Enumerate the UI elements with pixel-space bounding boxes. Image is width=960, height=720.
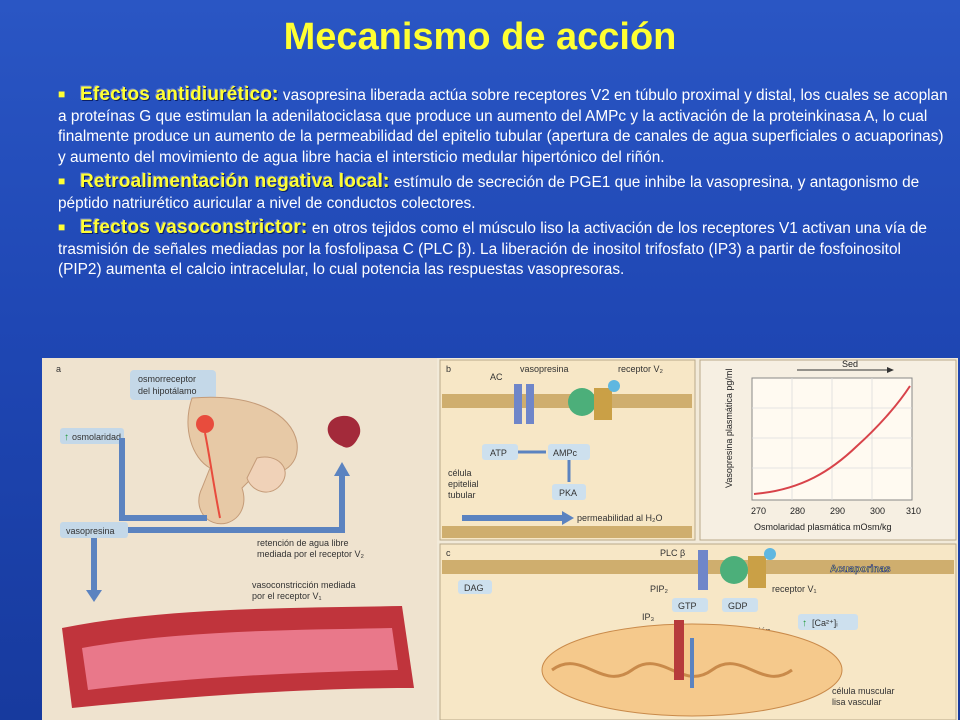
- bullet-marker-icon: ■: [58, 87, 66, 101]
- dag-label: DAG: [464, 583, 484, 593]
- calcium-label: [Ca²⁺]ᵢ: [812, 618, 838, 628]
- bullet-antidiuretic: [58, 84, 948, 168]
- osmoreceptor-label: osmorreceptor: [138, 374, 197, 384]
- chart-x-label: Osmolaridad plasmática mOsm/kg: [754, 522, 892, 532]
- panel-b-letter: b: [446, 364, 452, 374]
- vasopressin-molecule: [764, 548, 776, 560]
- bullet-text: estímulo de secreción de PGE1 que inhibe la vasopresina, y antagonismo de péptido natriurético auricular a nivel de conductos colectores.: [58, 174, 920, 212]
- cell-label: célula: [448, 468, 472, 478]
- vasopressin-label: vasopresina: [520, 364, 569, 374]
- receptor-label: receptor V₁: [772, 584, 817, 594]
- bullet-marker-icon: ■: [58, 220, 66, 234]
- bullet-heading: Efectos antidiurético:: [80, 84, 279, 105]
- membrane: [442, 394, 692, 408]
- vasoconstriction-label: vasoconstricción mediada: [252, 580, 356, 590]
- ac-label: AC: [490, 372, 503, 382]
- bullet-text: vasopresina liberada actúa sobre receptores V2 en túbulo proximal y distal, los cuales se acoplan a proteínas G que estimulan la adenilatociclasa que produce un aumento del AMPc y la activación de la proteinkinasa A, lo cual finalmente produce un aumento de la permeabilidad del epitelio tubular (apertura de canales de agua superficiales o acuaporinas) y aumento del movimiento de agua libre hacia el intersticio medular hipertónico del riñón.: [58, 87, 948, 166]
- permeability-label: permeabilidad al H₂O: [577, 513, 663, 523]
- bullet-text: en otros tejidos como el músculo liso la activación de los receptores V1 activan una vía de trasmisión de señales mediadas por la fosfolipasa C (PLC β). La liberación de inositol trifosfato (IP3) a partir de fosfoinositol (PIP2) aumenta el calcio intracelular, lo cual potencia las respuestas vasopresoras.: [58, 220, 927, 278]
- g-protein: [568, 388, 596, 416]
- pip2-label: PIP₂: [650, 584, 668, 594]
- x-tick-300: 300: [870, 506, 886, 516]
- adenylate-cyclase-2: [526, 384, 534, 424]
- vasopressin-molecule: [608, 380, 620, 392]
- up-arrow-icon: ↑: [64, 432, 69, 443]
- plc-enzyme: [698, 550, 708, 590]
- aquaporins-label: Acuaporinas: [830, 564, 891, 575]
- vasoconstriction-label-2: por el receptor V₁: [252, 591, 322, 601]
- mechanism-figure: [42, 358, 958, 720]
- x-tick-310: 310: [906, 506, 922, 516]
- basal-membrane: [442, 526, 692, 538]
- bullet-vasoconstrictor: [58, 217, 948, 281]
- cell-label-2: epitelial: [448, 479, 479, 489]
- vasopressin-label: vasopresina: [66, 526, 115, 536]
- up-arrow-icon: ↑: [802, 618, 807, 629]
- smooth-muscle-label-2: lisa vascular: [832, 697, 882, 707]
- adenylate-cyclase: [514, 384, 522, 424]
- v1-receptor: [748, 556, 766, 588]
- ip3-receptor: [674, 620, 684, 680]
- gdp-label: GDP: [728, 601, 748, 611]
- pka-label: PKA: [559, 488, 578, 498]
- plc-label: PLC β: [660, 548, 686, 558]
- x-tick-290: 290: [830, 506, 846, 516]
- slide-title: Mecanismo de acción: [283, 16, 677, 58]
- panel-a-letter: a: [56, 364, 62, 374]
- bullet-heading: Efectos vasoconstrictor:: [80, 217, 308, 238]
- x-tick-280: 280: [790, 506, 806, 516]
- osmolarity-label: osmolaridad: [72, 432, 122, 442]
- smooth-muscle-label: célula muscular: [832, 686, 895, 696]
- g-protein: [720, 556, 748, 584]
- bullet-feedback: [58, 171, 948, 214]
- osmoreceptor-label-2: del hipotálamo: [138, 386, 197, 396]
- bullet-marker-icon: ■: [58, 174, 66, 188]
- gtp-label: GTP: [678, 601, 697, 611]
- chart-y-label: Vasopresina plasmática pg/ml: [724, 368, 734, 488]
- v2-receptor: [594, 388, 612, 420]
- panel-c-letter: c: [446, 548, 451, 558]
- retention-label: retención de agua libre: [257, 538, 349, 548]
- ip3-label: IP₃: [642, 612, 655, 622]
- neuron-icon: [196, 415, 214, 433]
- bullet-list: [58, 84, 948, 284]
- cell-label-3: tubular: [448, 490, 476, 500]
- receptor-label: receptor V₂: [618, 364, 664, 374]
- x-tick-270: 270: [751, 506, 767, 516]
- bullet-heading: Retroalimentación negativa local:: [80, 171, 390, 192]
- ampc-label: AMPc: [553, 448, 578, 458]
- atp-label: ATP: [490, 448, 507, 458]
- retention-label-2: mediada por el receptor V₂: [257, 549, 365, 559]
- thirst-label: Sed: [842, 359, 859, 369]
